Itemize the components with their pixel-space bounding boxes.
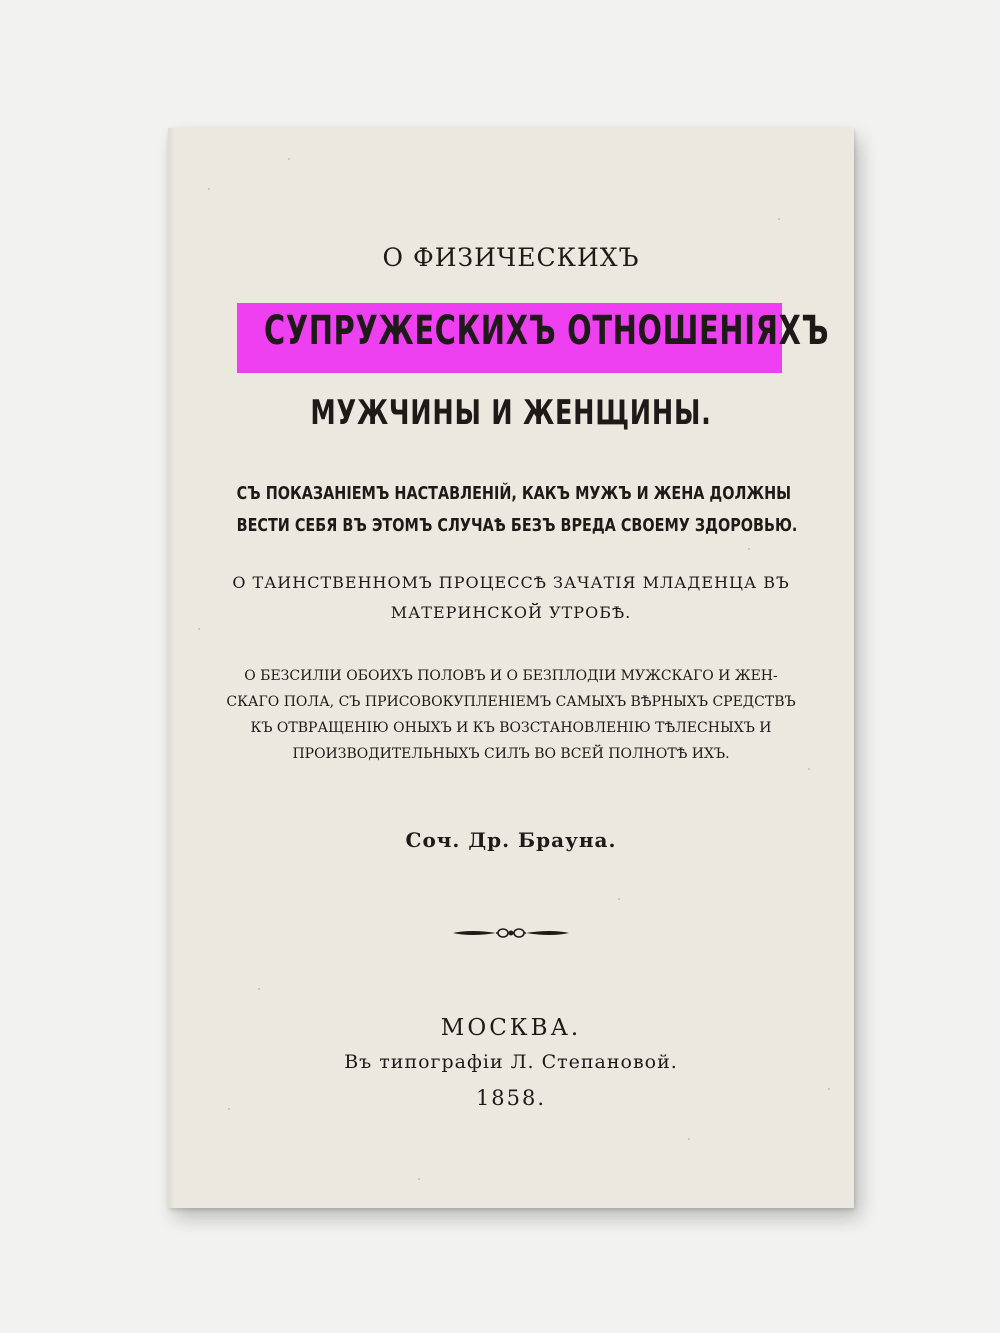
subtitle-3-line-a: О БЕЗСИЛІИ ОБОИХЪ ПОЛОВЪ И О БЕЗПЛОДІИ МУЖСКАГО И ЖЕН-	[244, 668, 778, 684]
ornamental-divider-icon	[451, 923, 571, 943]
title-line-2: СУПРУЖЕСКИХЪ ОТНОШЕНІЯХЪ	[264, 308, 830, 354]
title-line-3: МУЖЧИНЫ И ЖЕНЩИНЫ.	[310, 393, 712, 433]
author-line: Соч. Др. Брауна.	[405, 828, 617, 852]
subtitle-3-line-d: ПРОИЗВОДИТЕЛЬНЫХЪ СИЛЪ ВО ВСЕЙ ПОЛНОТѢ ИХЪ.	[292, 746, 730, 762]
book-cover	[168, 128, 854, 1208]
subtitle-block-1	[236, 478, 798, 542]
subtitle-1-line-a: СЪ ПОКАЗАНІЕМЪ НАСТАВЛЕНІЙ, КАКЪ МУЖЪ И ЖЕНА ДОЛЖНЫ	[236, 483, 792, 504]
subtitle-block-2	[168, 568, 854, 628]
subtitle-3-line-b: СКАГО ПОЛА, СЪ ПРИСОВОКУПЛЕНІЕМЪ САМЫХЪ ВѢРНЫХЪ СРЕДСТВЪ	[226, 694, 796, 710]
publication-city: МОСКВА.	[440, 1015, 582, 1041]
printer-line: Въ типографіи Л. Степановой.	[344, 1051, 678, 1073]
subtitle-1-line-b: ВЕСТИ СЕБЯ ВЪ ЭТОМЪ СЛУЧАѢ БЕЗЪ ВРЕДА СВОЕМУ ЗДОРОВЬЮ.	[236, 515, 798, 536]
subtitle-block-3	[168, 663, 854, 767]
subtitle-3-line-c: КЪ ОТВРАЩЕНІЮ ОНЫХЪ И КЪ ВОЗСТАНОВЛЕНІЮ ТѢЛЕСНЫХЪ И	[250, 720, 772, 736]
subtitle-2-line-b: МАТЕРИНСКОЙ УТРОБѢ.	[390, 603, 632, 622]
title-line-1: О ФИЗИЧЕСКИХЪ	[382, 243, 640, 272]
subtitle-2-line-a: О ТАИНСТВЕННОМЪ ПРОЦЕССѢ ЗАЧАТІЯ МЛАДЕНЦА ВЪ	[232, 573, 790, 592]
publication-year: 1858.	[475, 1086, 547, 1110]
